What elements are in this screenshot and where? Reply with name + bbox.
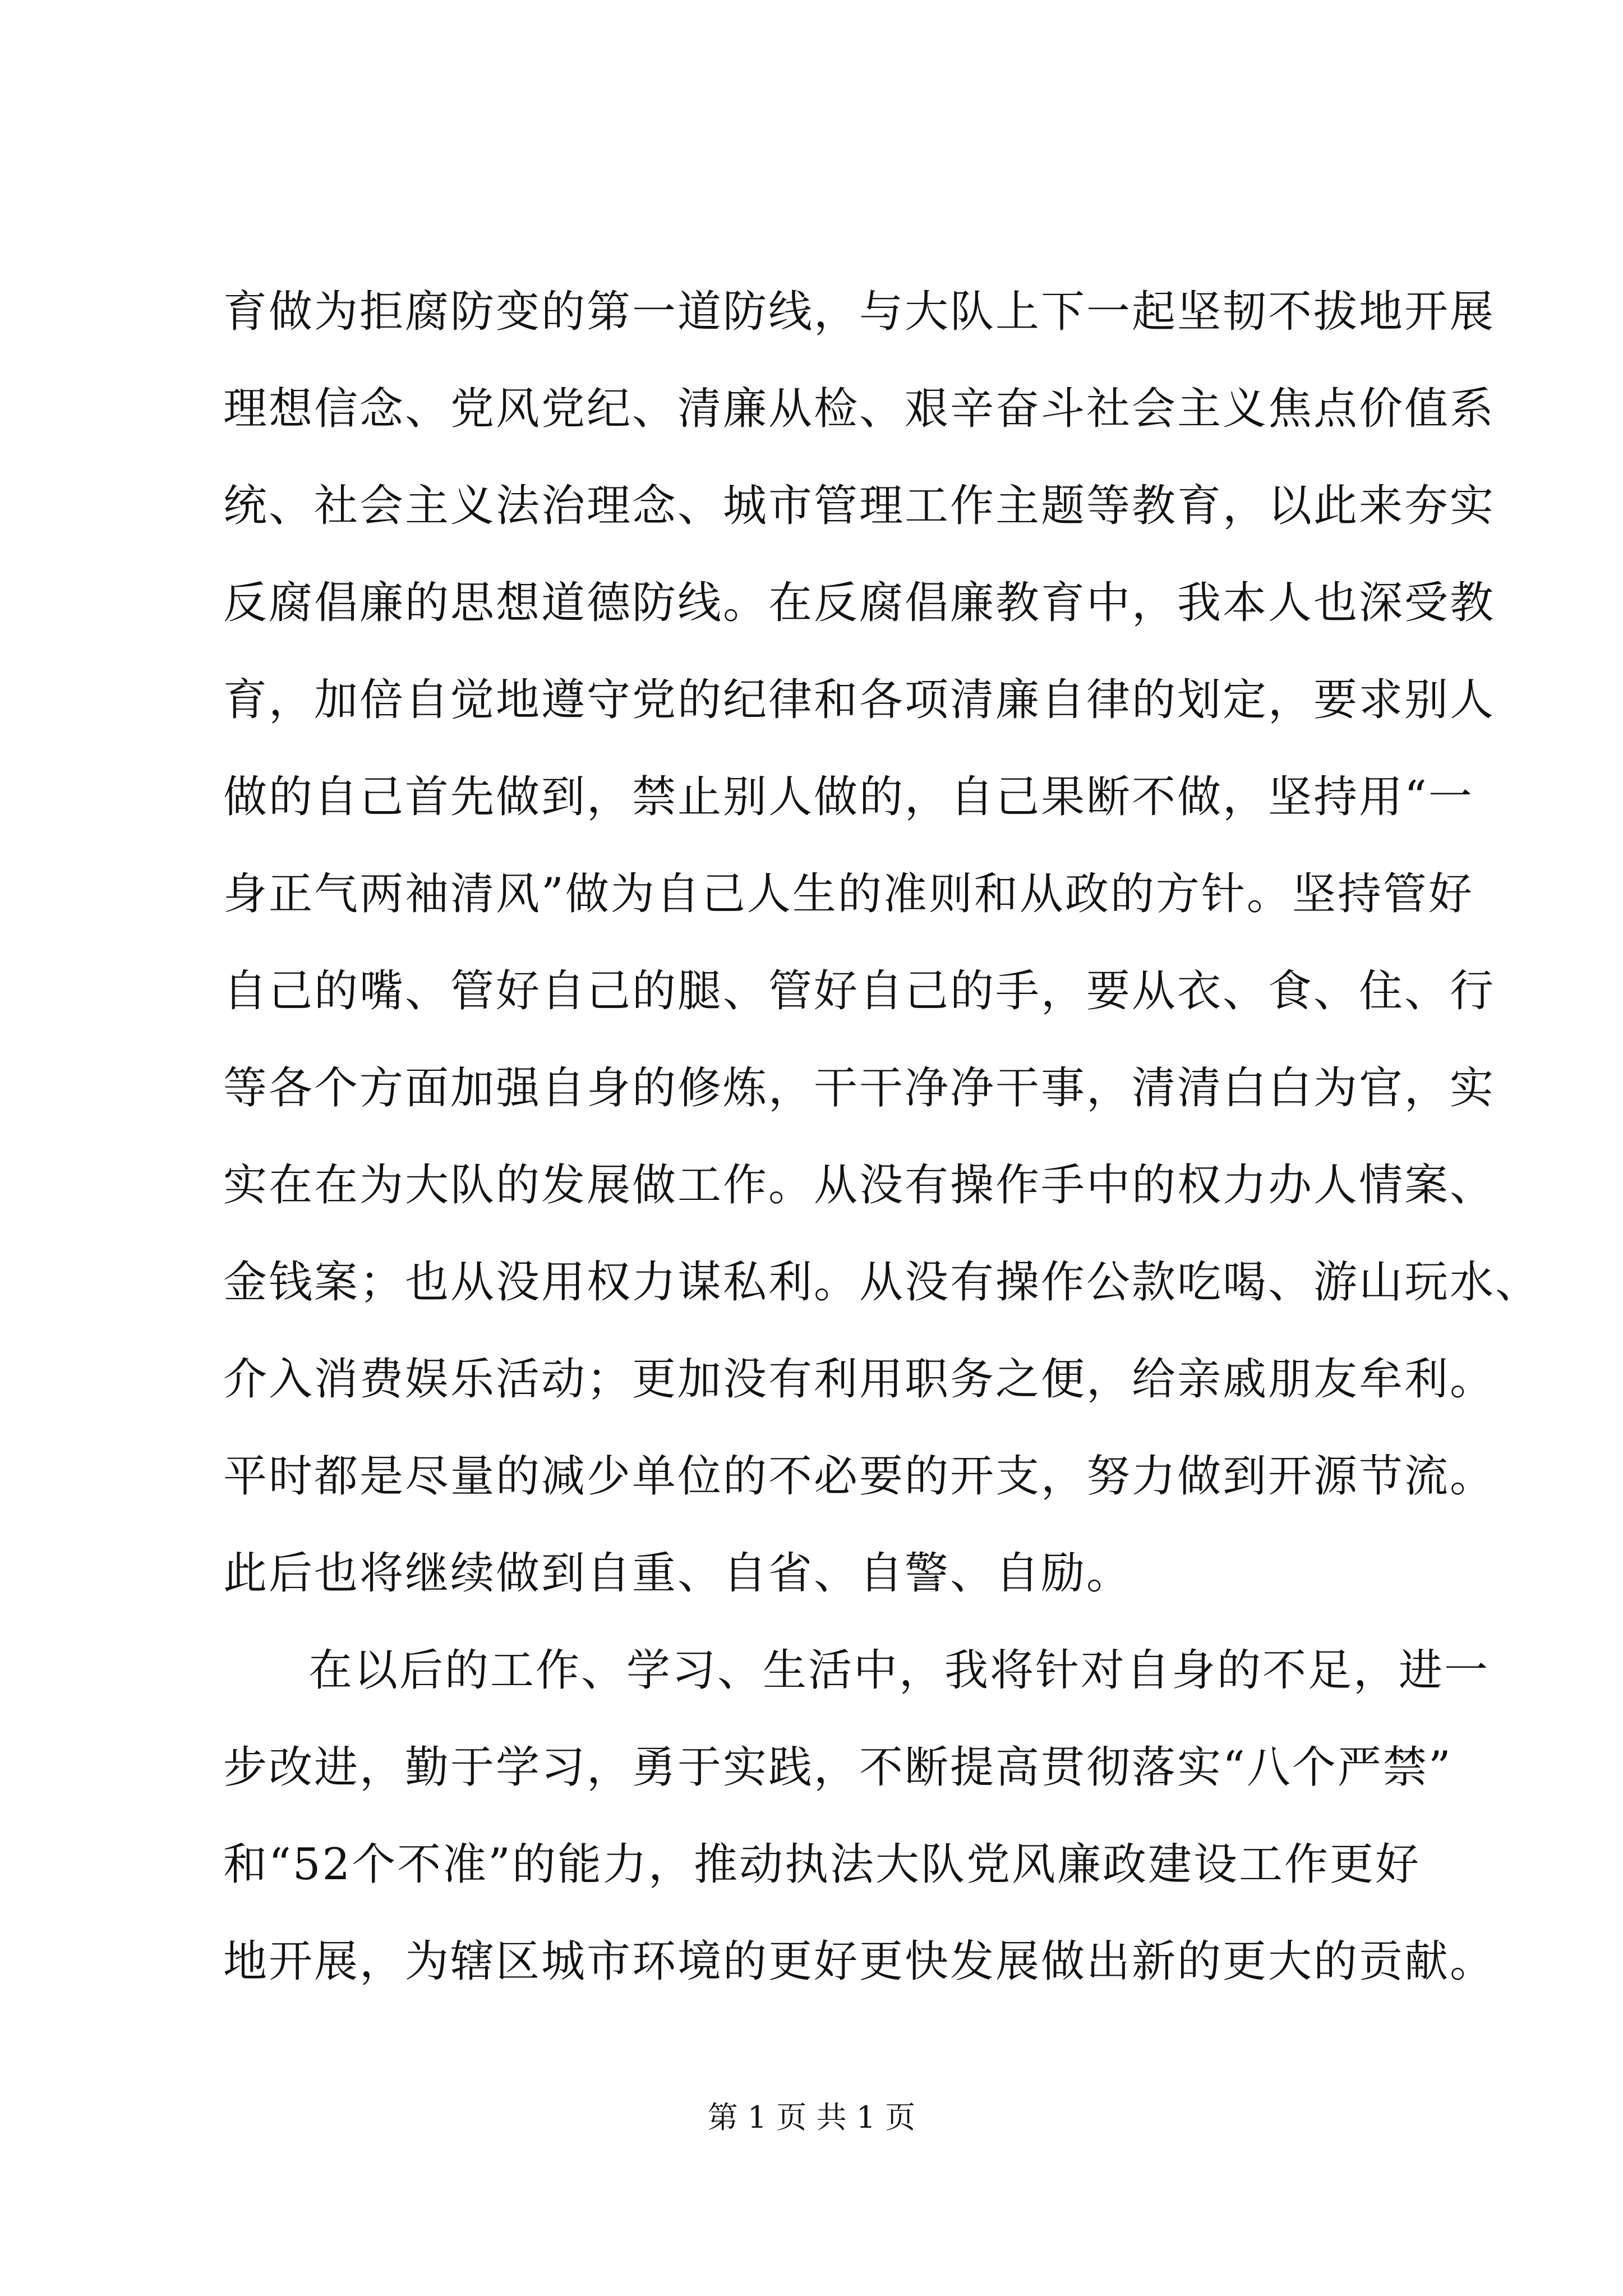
text-line: 理想信念、党风党纪、清廉从检、艰辛奋斗社会主义焦点价值系 <box>223 384 1496 434</box>
text-line: 反腐倡廉的思想道德防线。在反腐倡廉教育中，我本人也深受教 <box>223 578 1496 628</box>
text-line: 介入消费娱乐活动；更加没有利用职务之便，给亲戚朋友牟利。 <box>223 1354 1496 1405</box>
document-body <box>223 264 1541 2010</box>
text-line: 育，加倍自觉地遵守党的纪律和各项清廉自律的划定，要求别人 <box>223 675 1496 725</box>
text-line: 和“52个不准”的能力，推动执法大队党风廉政建设工作更好 <box>223 1839 1421 1890</box>
text-line: 统、社会主义法治理念、城市管理工作主题等教育，以此来夯实 <box>223 481 1496 531</box>
text-line: 自己的嘴、管好自己的腿、管好自己的手，要从衣、食、住、行 <box>223 966 1496 1016</box>
text-line: 实在在为大队的发展做工作。从没有操作手中的权力办人情案、 <box>223 1160 1496 1211</box>
text-line: 身正气两袖清风”做为自己人生的准则和从政的方针。坚持管好 <box>223 869 1474 919</box>
paragraph-first-line: 在以后的工作、学习、生活中，我将针对自身的不足，进一 <box>308 1645 1490 1696</box>
text-line: 做的自己首先做到，禁止别人做的，自己果断不做，坚持用“一 <box>223 772 1474 822</box>
text-line: 此后也将继续做到自重、自省、自警、自励。 <box>223 1548 1132 1599</box>
text-line: 地开展，为辖区城市环境的更好更快发展做出新的更大的贡献。 <box>223 1936 1496 1987</box>
text-line: 育做为拒腐防变的第一道防线，与大队上下一起坚韧不拔地开展 <box>223 287 1496 337</box>
page-footer: 第 1 页 共 1 页 <box>707 2100 916 2135</box>
text-line: 等各个方面加强自身的修炼，干干净净干事，清清白白为官，实 <box>223 1063 1496 1114</box>
text-line: 步改进，勤于学习，勇于实践，不断提高贯彻落实“八个严禁” <box>223 1742 1453 1793</box>
text-line: 金钱案；也从没用权力谋私利。从没有操作公款吃喝、游山玩水、 <box>223 1257 1541 1308</box>
text-line: 平时都是尽量的减少单位的不必要的开支，努力做到开源节流。 <box>223 1451 1496 1502</box>
